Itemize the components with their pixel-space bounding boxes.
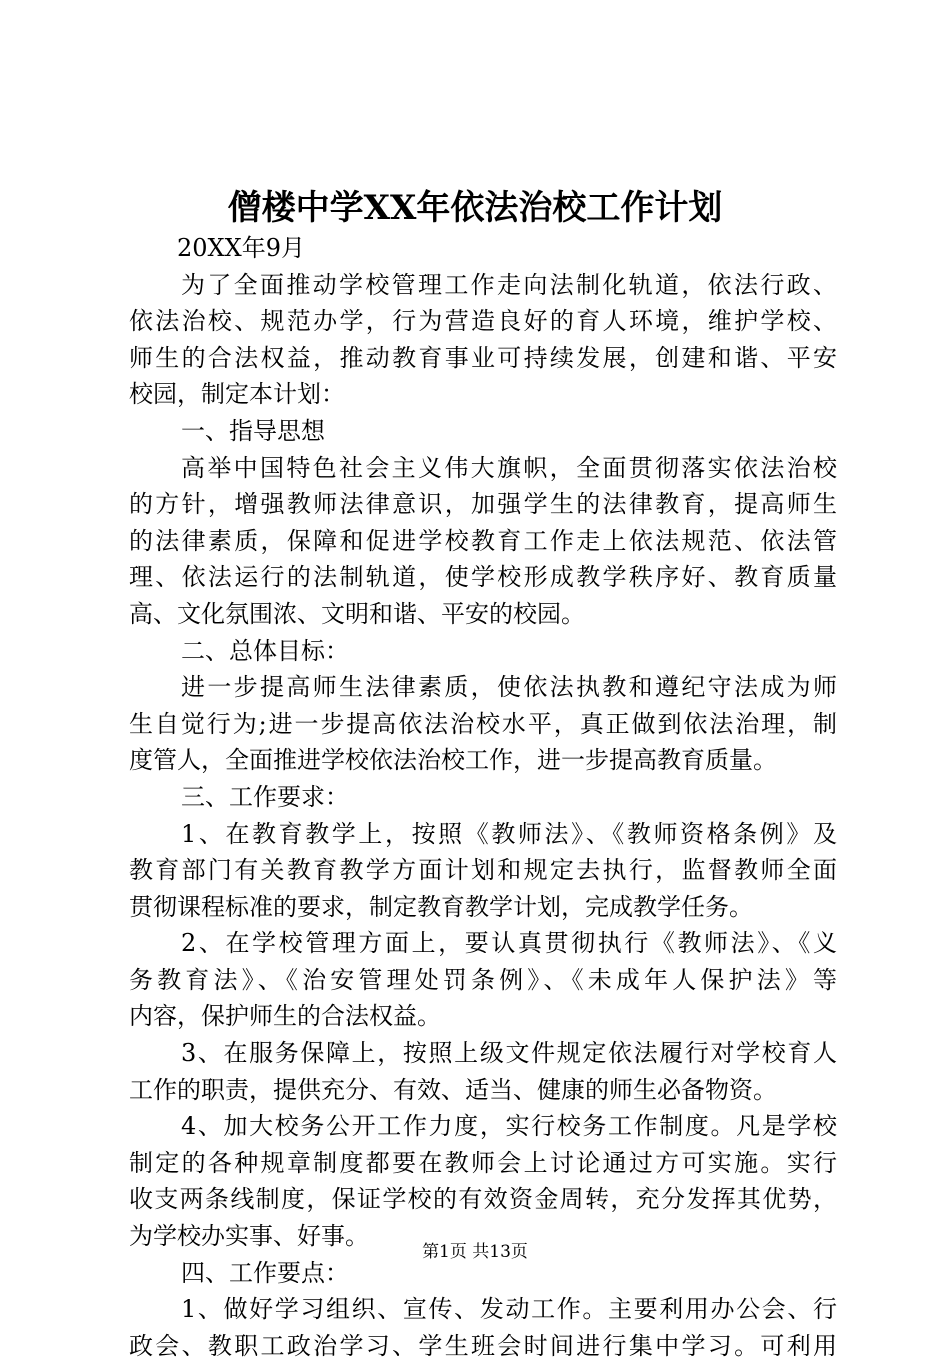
- paragraph-line: 为了全面推动学校管理工作走向法制化轨道，依法行政、: [181, 270, 837, 299]
- document-body: [129, 230, 837, 1364]
- paragraph-line: 贯彻课程标准的要求，制定教育教学计划，完成教学任务。: [129, 892, 753, 921]
- paragraph-line: 务教育法》、《治安管理处罚条例》、《未成年人保护法》等: [129, 965, 837, 994]
- paragraph-line: 教育部门有关教育教学方面计划和规定去执行，监督教师全面: [129, 856, 837, 885]
- paragraph-line: 生自觉行为;进一步提高依法治校水平，真正做到依法治理，制: [129, 709, 837, 738]
- paragraph-line: 3、在服务保障上，按照上级文件规定依法履行对学校育人: [181, 1039, 837, 1068]
- section-heading: 一、指导思想: [181, 416, 325, 445]
- date-line: 20XX年9月: [177, 234, 305, 262]
- section-heading: 三、工作要求：: [181, 782, 349, 811]
- paragraph-line: 1、在教育教学上，按照《教师法》、《教师资格条例》及: [181, 819, 837, 848]
- paragraph-line: 师生的合法权益，推动教育事业可持续发展，创建和谐、平安: [129, 343, 837, 372]
- paragraph-line: 进一步提高师生法律素质，使依法执教和遵纪守法成为师: [181, 673, 837, 702]
- section-heading: 四、工作要点：: [181, 1258, 349, 1287]
- paragraph-line: 4、加大校务公开工作力度，实行校务工作制度。凡是学校: [181, 1112, 837, 1141]
- paragraph-line: 高举中国特色社会主义伟大旗帜，全面贯彻落实依法治校: [181, 453, 837, 482]
- page-footer: 第1页 共13页: [422, 1242, 528, 1262]
- paragraph-line: 为学校办实事、好事。: [129, 1222, 369, 1251]
- paragraph-line: 理、依法运行的法制轨道，使学校形成教学秩序好、教育质量: [129, 563, 837, 592]
- section-heading: 二、总体目标：: [181, 636, 349, 665]
- paragraph-line: 内容，保护师生的合法权益。: [129, 1002, 441, 1031]
- document-title: 僧楼中学XX年依法治校工作计划: [227, 188, 723, 228]
- paragraph-line: 制定的各种规章制度都要在教师会上讨论通过方可实施。实行: [129, 1148, 837, 1177]
- paragraph-line: 校园，制定本计划：: [129, 380, 345, 409]
- paragraph-line: 1、做好学习组织、宣传、发动工作。主要利用办公会、行: [181, 1295, 837, 1324]
- paragraph-line: 依法治校、规范办学，行为营造良好的育人环境，维护学校、: [129, 307, 837, 336]
- paragraph-line: 度管人，全面推进学校依法治校工作，进一步提高教育质量。: [129, 746, 777, 775]
- paragraph-line: 的法律素质，保障和促进学校教育工作走上依法规范、依法管: [129, 526, 837, 555]
- paragraph-line: 收支两条线制度，保证学校的有效资金周转，充分发挥其优势，: [129, 1185, 837, 1214]
- paragraph-line: 政会、教职工政治学习、学生班会时间进行集中学习。可利用: [129, 1331, 837, 1360]
- paragraph-line: 工作的职责，提供充分、有效、适当、健康的师生必备物资。: [129, 1075, 777, 1104]
- paragraph-line: 高、文化氛围浓、文明和谐、平安的校园。: [129, 599, 585, 628]
- paragraph-line: 的方针，增强教师法律意识，加强学生的法律教育，提高师生: [129, 490, 837, 519]
- paragraph-line: 2、在学校管理方面上，要认真贯彻执行《教师法》、《义: [181, 929, 837, 958]
